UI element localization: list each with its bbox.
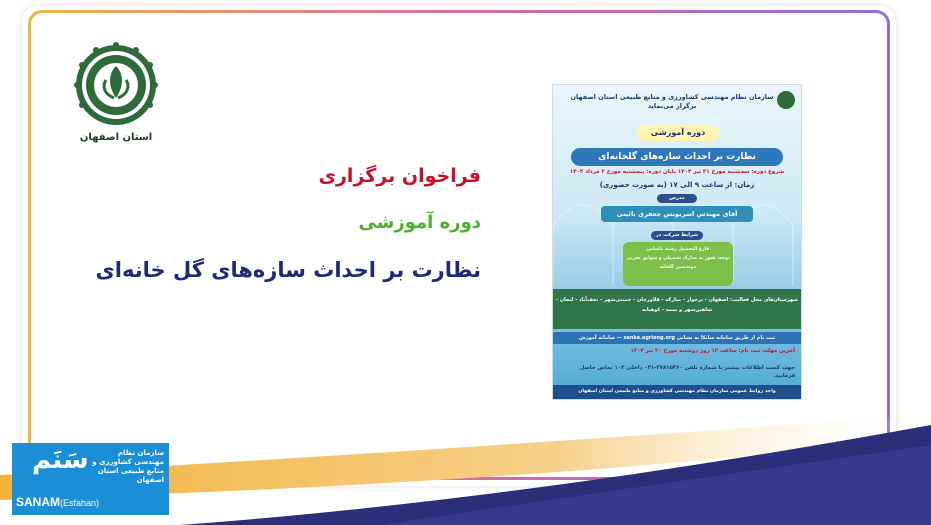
- poster-teacher-label: مدرس: [657, 194, 697, 203]
- poster-subject: نظارت بر احداث سازه‌های گلخانه‌ای: [571, 148, 783, 166]
- poster-conditions: فارغ التحصیل رشته باغبانی توجه: هنوز به مدارک تحصیلی و سوابق تجربی مهندسین گلخانه: [623, 242, 733, 286]
- poster-contact-info: جهت کسب اطلاعات بیشتر با شماره تلفن ۳۷۸۱۵۳۶۰-۰۳۱ داخلی ۱۰۴ تماس حاصل فرمایید.: [579, 365, 795, 379]
- brand-en-main: SANAM: [16, 495, 60, 509]
- poster-dates: شروع دوره: سه‌شنبه مورخ ۳۱ تیر ۱۴۰۴ پایان دوره: پنجشنبه مورخ ۲ مرداد ۱۴۰۴: [569, 169, 785, 175]
- poster-deadline: آخرین مهلت ثبت نام: ساعت ۱۲ روز دوشنبه مورخ ۳۰ تیر ۱۴۰۴: [630, 348, 795, 354]
- sanam-brand-logo: [12, 443, 169, 515]
- brand-en-sub: (Esfahan): [60, 498, 100, 508]
- poster-time: زمان: از ساعت ۹ الی ۱۷ (به صورت حضوری): [599, 181, 755, 189]
- poster-teacher: آقای مهندس اسریونس جعفری نائینی: [601, 206, 753, 222]
- poster-logo: [777, 91, 795, 109]
- poster-footer: واحد روابط عمومی سازمان نظام مهندسی کشاورزی و منابع طبیعی استان اصفهان: [553, 385, 801, 399]
- brand-word: سَنَم: [32, 445, 89, 475]
- brand-english: [16, 495, 99, 509]
- course-poster: [552, 84, 802, 400]
- poster-org-title: سازمان نظام مهندسی کشاورزی و منابع طبیعی استان اصفهان برگزار می‌نماید: [570, 93, 774, 110]
- headline-call: فراخوان برگزاری: [318, 165, 481, 187]
- poster-course-label: دوره آموزشی: [637, 125, 719, 141]
- brand-org: سازمان نظام مهندسی کشاورزی و منابع طبیعی استان اصفهان: [92, 449, 164, 484]
- headline-course: دوره آموزشی: [358, 212, 481, 233]
- poster-cities: شهرستان‌های محل فعالیت: اصفهان - برخوار - مبارکه - فلاورجان - خمینی‌شهر - نجف‌آباد - لنجان - شاهین‌شهر و میمه - کوهپایه: [553, 289, 801, 329]
- logo-caption: استان اصفهان: [79, 132, 153, 143]
- poster-registration: ثبت نام از طریق سامانه سانکا به نشانی sanka.agrieng.org — سامانه آموزش: [553, 332, 801, 344]
- headline-subject: نظارت بر احداث سازه‌های گل خانه‌ای: [95, 258, 481, 282]
- poster-conditions-label: شرایط شرکت در: [651, 231, 703, 240]
